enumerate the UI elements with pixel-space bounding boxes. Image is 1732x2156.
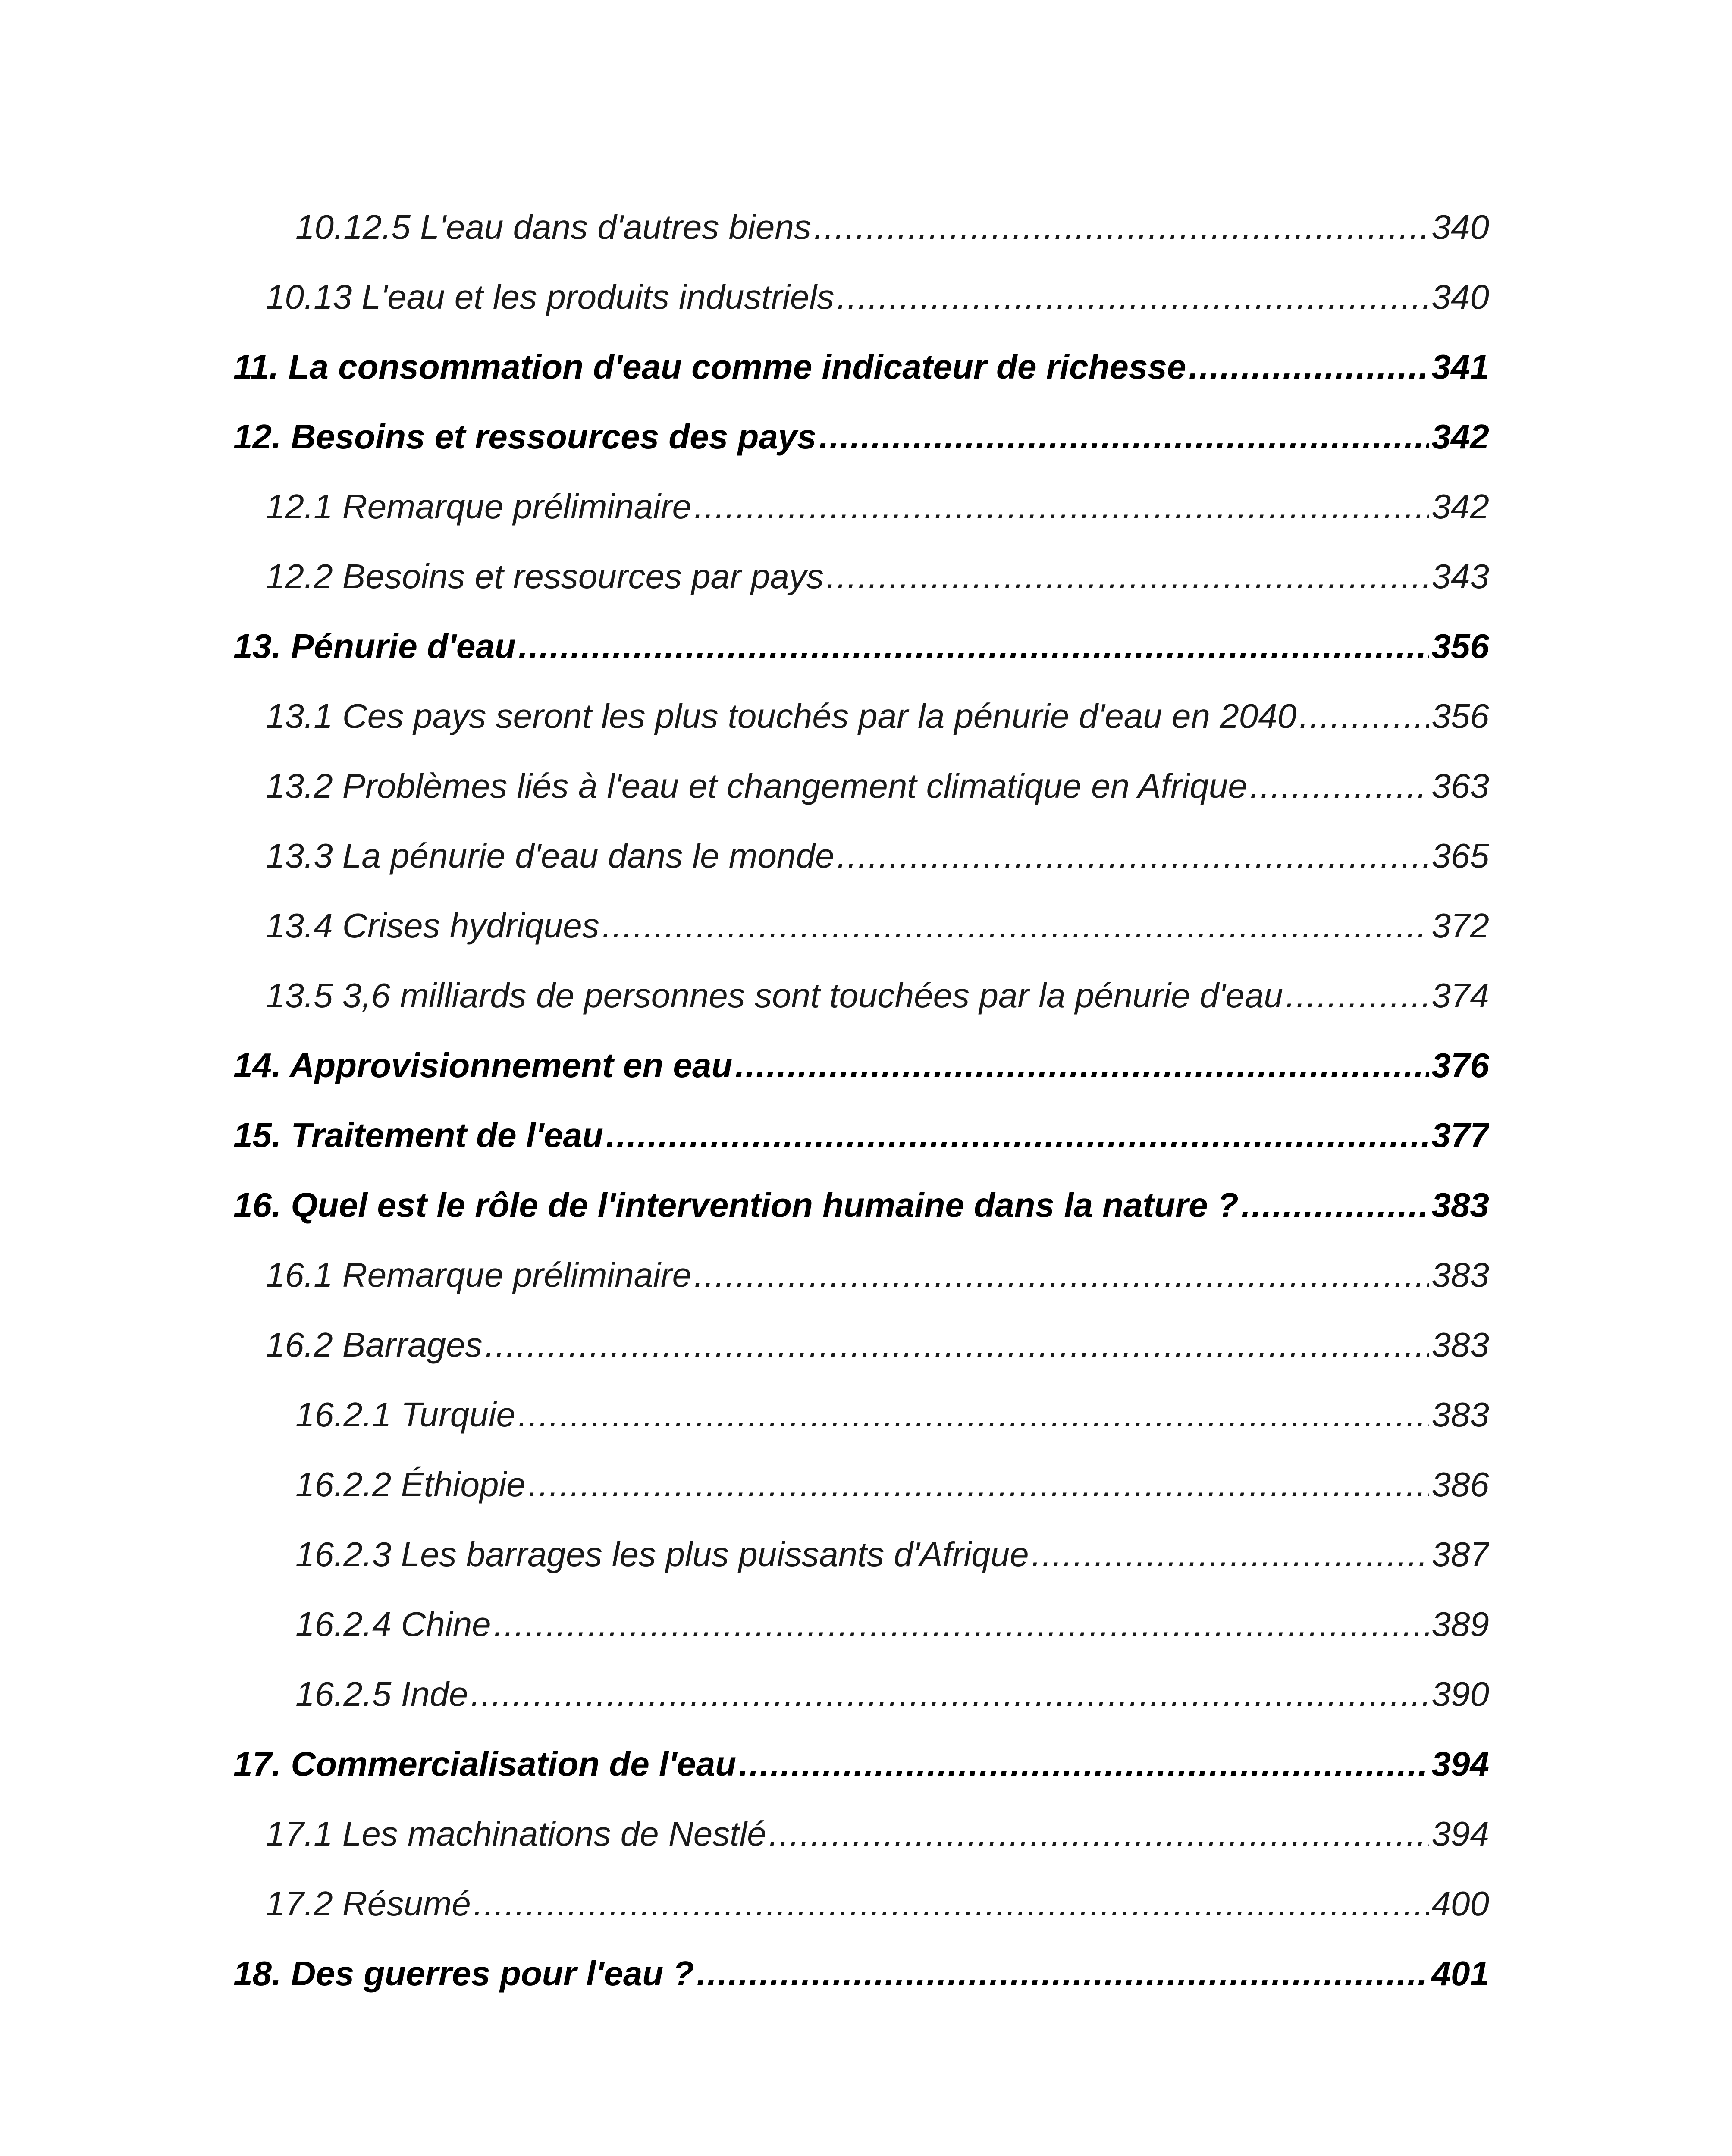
toc-entry-title: 16.2.2 Éthiopie [295,1465,526,1504]
toc-entry-title: 12. Besoins et ressources des pays [233,417,816,456]
toc-entry-page: 340 [1431,278,1489,316]
toc-entry-title: 16.2.3 Les barrages les plus puissants d'Afrique [295,1535,1029,1573]
toc-dot-leader [694,1249,1429,1301]
toc-entry-title: 18. Des guerres pour l'eau ? [233,1954,694,1993]
toc-entry[interactable] [233,411,1489,463]
toc-entry-title: 12.1 Remarque préliminaire [266,487,692,526]
toc-entry[interactable] [295,1459,1489,1510]
toc-entry-title: 10.12.5 L'eau dans d'autres biens [295,208,811,246]
toc-dot-leader [826,551,1429,602]
toc-entry-title: 16. Quel est le rôle de l'intervention humaine dans la nature ? [233,1186,1239,1224]
toc-entry-page: 383 [1431,1186,1489,1224]
toc-entry-page: 341 [1431,348,1489,386]
toc-entry-title: 16.2.4 Chine [295,1605,491,1643]
toc-entry-page: 400 [1431,1884,1489,1923]
toc-entry-page: 383 [1431,1326,1489,1364]
toc-entry-page: 363 [1431,767,1489,805]
toc-entry[interactable] [295,201,1489,253]
toc-dot-leader [602,900,1429,952]
toc-dot-leader [474,1878,1429,1930]
toc-dot-leader [1250,760,1429,812]
toc-dot-leader [1299,690,1429,742]
toc-entry[interactable] [266,760,1489,812]
toc-entry[interactable] [233,620,1489,672]
toc-entry-title: 13.2 Problèmes liés à l'eau et changement climatique en Afrique [266,767,1247,805]
toc-entry[interactable] [233,1738,1489,1790]
toc-dot-leader [769,1808,1429,1860]
toc-dot-leader [819,411,1429,463]
toc-entry[interactable] [266,1319,1489,1371]
toc-entry[interactable] [233,1040,1489,1091]
toc-dot-leader [735,1040,1429,1091]
toc-entry-title: 16.2 Barrages [266,1326,483,1364]
toc-entry-page: 383 [1431,1395,1489,1434]
toc-entry[interactable] [233,1179,1489,1231]
toc-entry[interactable] [266,900,1489,952]
toc-entry-title: 17. Commercialisation de l'eau [233,1745,737,1783]
toc-entry-page: 372 [1431,906,1489,945]
toc-entry-page: 374 [1431,976,1489,1015]
toc-entry[interactable] [295,1529,1489,1580]
toc-entry[interactable] [266,830,1489,882]
toc-entry[interactable] [266,551,1489,602]
toc-entry-page: 386 [1431,1465,1489,1504]
toc-entry-page: 377 [1431,1116,1489,1154]
toc-dot-leader [471,1668,1429,1720]
toc-dot-leader [518,1389,1429,1441]
toc-entry-page: 365 [1431,837,1489,875]
toc-dot-leader [1032,1529,1429,1580]
toc-entry-title: 14. Approvisionnement en eau [233,1046,733,1084]
toc-entry[interactable] [295,1668,1489,1720]
toc-entry-page: 401 [1431,1954,1489,1993]
toc-entry[interactable] [266,1808,1489,1860]
toc-entry[interactable] [233,341,1489,393]
toc-entry-title: 10.13 L'eau et les produits industriels [266,278,835,316]
toc-entry-title: 11. La consommation d'eau comme indicateur de richesse [233,348,1186,386]
toc-dot-leader [1189,341,1429,393]
toc-entry[interactable] [266,970,1489,1022]
toc-dot-leader [1241,1179,1429,1231]
toc-entry-page: 387 [1431,1535,1489,1573]
toc-entry[interactable] [266,690,1489,742]
toc-dot-leader [606,1109,1429,1161]
toc-entry[interactable] [295,1389,1489,1441]
toc-entry-page: 342 [1431,487,1489,526]
toc-entry-title: 16.2.1 Turquie [295,1395,515,1434]
toc-entry-title: 13.5 3,6 milliards de personnes sont touchées par la pénurie d'eau [266,976,1283,1015]
toc-entry-title: 12.2 Besoins et ressources par pays [266,557,824,595]
toc-entry-page: 340 [1431,208,1489,246]
toc-entry-title: 16.1 Remarque préliminaire [266,1256,692,1294]
toc-dot-leader [518,620,1429,672]
toc-entry-page: 376 [1431,1046,1489,1084]
toc-entry-page: 343 [1431,557,1489,595]
toc-entry-page: 342 [1431,417,1489,456]
toc-dot-leader [837,830,1429,882]
toc-entry-title: 13.3 La pénurie d'eau dans le monde [266,837,835,875]
toc-dot-leader [694,481,1429,533]
toc-entry[interactable] [266,1878,1489,1930]
toc-dot-leader [837,271,1429,323]
toc-entry-page: 356 [1431,627,1489,665]
toc-entry-page: 389 [1431,1605,1489,1643]
toc-dot-leader [739,1738,1429,1790]
toc-dot-leader [814,201,1429,253]
toc-entry-title: 17.1 Les machinations de Nestlé [266,1814,766,1853]
toc-entry[interactable] [266,271,1489,323]
toc-dot-leader [494,1598,1429,1650]
toc-entry-title: 17.2 Résumé [266,1884,471,1923]
toc-entry-page: 394 [1431,1745,1489,1783]
toc-entry-page: 383 [1431,1256,1489,1294]
toc-dot-leader [1286,970,1429,1022]
toc-entry[interactable] [233,1109,1489,1161]
toc-entry[interactable] [295,1598,1489,1650]
toc-entry-page: 394 [1431,1814,1489,1853]
toc-dot-leader [528,1459,1429,1510]
toc-entry[interactable] [266,1249,1489,1301]
toc-entry[interactable] [266,481,1489,533]
toc-entry-page: 390 [1431,1675,1489,1713]
toc-entry-title: 13.4 Crises hydriques [266,906,599,945]
toc-entry-title: 13. Pénurie d'eau [233,627,516,665]
toc-dot-leader [697,1948,1429,1999]
toc-entry-title: 15. Traitement de l'eau [233,1116,603,1154]
toc-entry[interactable] [233,1948,1489,1999]
toc-dot-leader [485,1319,1429,1371]
toc-entry-page: 356 [1431,697,1489,735]
toc-entry-title: 16.2.5 Inde [295,1675,468,1713]
toc-entry-title: 13.1 Ces pays seront les plus touchés par la pénurie d'eau en 2040 [266,697,1297,735]
